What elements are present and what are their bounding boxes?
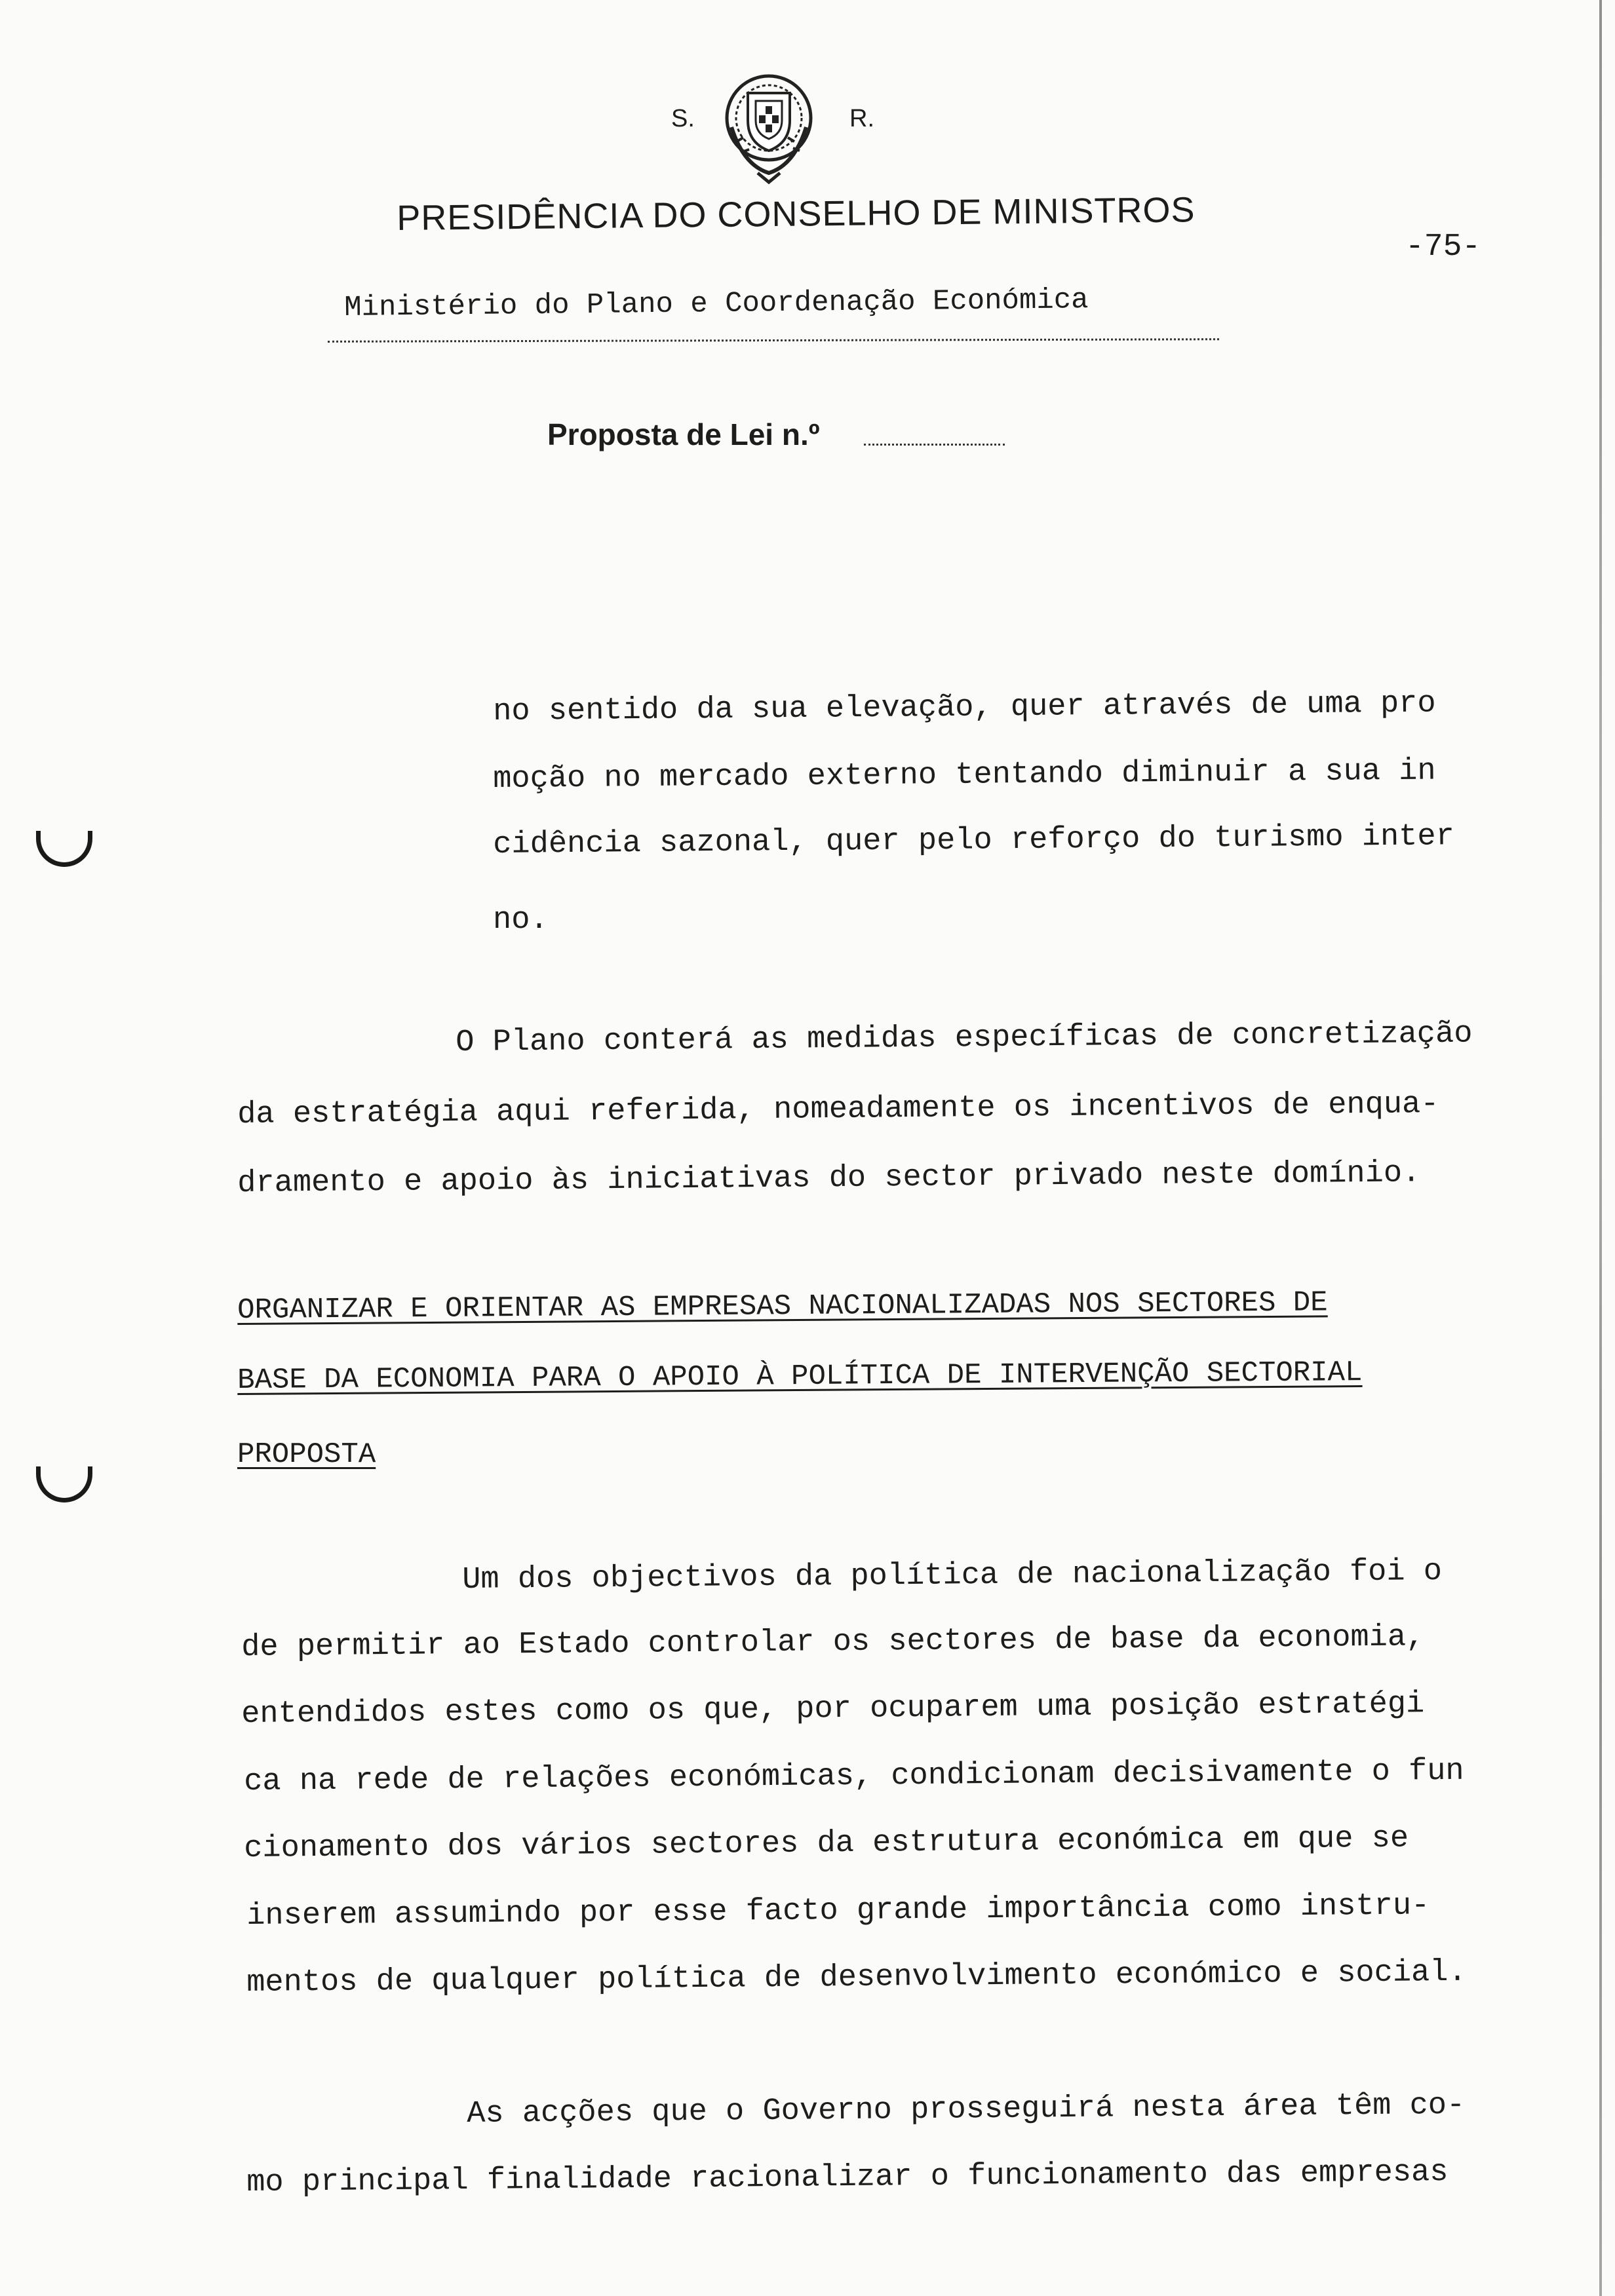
body-line: no. [493,903,549,938]
punch-hole-mark-bottom [36,1466,92,1502]
coat-of-arms-icon [720,64,818,185]
body-line: da estratégia aqui referida, nomeadamente os incentivos de enqua- [237,1087,1439,1132]
proposal-label: Proposta de Lei n.º [547,417,820,451]
body-line: inserem assumindo por esse facto grande importância como instru- [246,1888,1430,1934]
body-line: mentos de qualquer política de desenvolvimento económico e social. [246,1955,1467,2000]
body-line: cionamento dos vários sectores da estrutura económica em que se [244,1821,1409,1866]
body-line: mo principal finalidade racionalizar o funcionamento das empresas [246,2155,1449,2200]
body-line: cidência sazonal, quer pelo reforço do turismo inter [493,819,1455,862]
body-line: Um dos objectivos da política de nacionalização foi o [462,1554,1443,1598]
page-number: -75- [1405,229,1481,265]
body-line: moção no mercado externo tentando diminuir a sua in [493,754,1436,797]
proposal-number-blank [864,444,1005,446]
body-line: entendidos estes como os que, por ocuparem uma posição estratégi [241,1687,1425,1732]
presidency-title: PRESIDÊNCIA DO CONSELHO DE MINISTROS [397,190,1196,238]
body-line: As acções que o Governo prosseguirá nesta área têm co- [467,2088,1466,2132]
header-s-letter: S. [671,105,695,132]
body-line: ca na rede de relações económicas, condicionam decisivamente o fun [244,1753,1464,1799]
body-line: de permitir ao Estado controlar os sectores de base da economia, [241,1620,1425,1665]
ministry-name: Ministério do Plano e Coordenação Económica [344,284,1089,324]
header-r-letter: R. [849,105,874,132]
section-heading-line: ORGANIZAR E ORIENTAR AS EMPRESAS NACIONALIZADAS NOS SECTORES DE [237,1286,1328,1327]
ministry-dotted-rule [328,338,1219,343]
body-line: no sentido da sua elevação, quer através de uma pro [493,686,1436,729]
punch-hole-mark-top [36,831,92,867]
section-heading-proposta: PROPOSTA [237,1438,376,1471]
section-heading-line: BASE DA ECONOMIA PARA O APOIO À POLÍTICA DE INTERVENÇÃO SECTORIAL [237,1356,1363,1397]
body-line: dramento e apoio às iniciativas do sector privado neste domínio. [237,1156,1421,1201]
binding-edge [1599,0,1602,2296]
body-line: O Plano conterá as medidas específicas de concretização [456,1016,1473,1060]
